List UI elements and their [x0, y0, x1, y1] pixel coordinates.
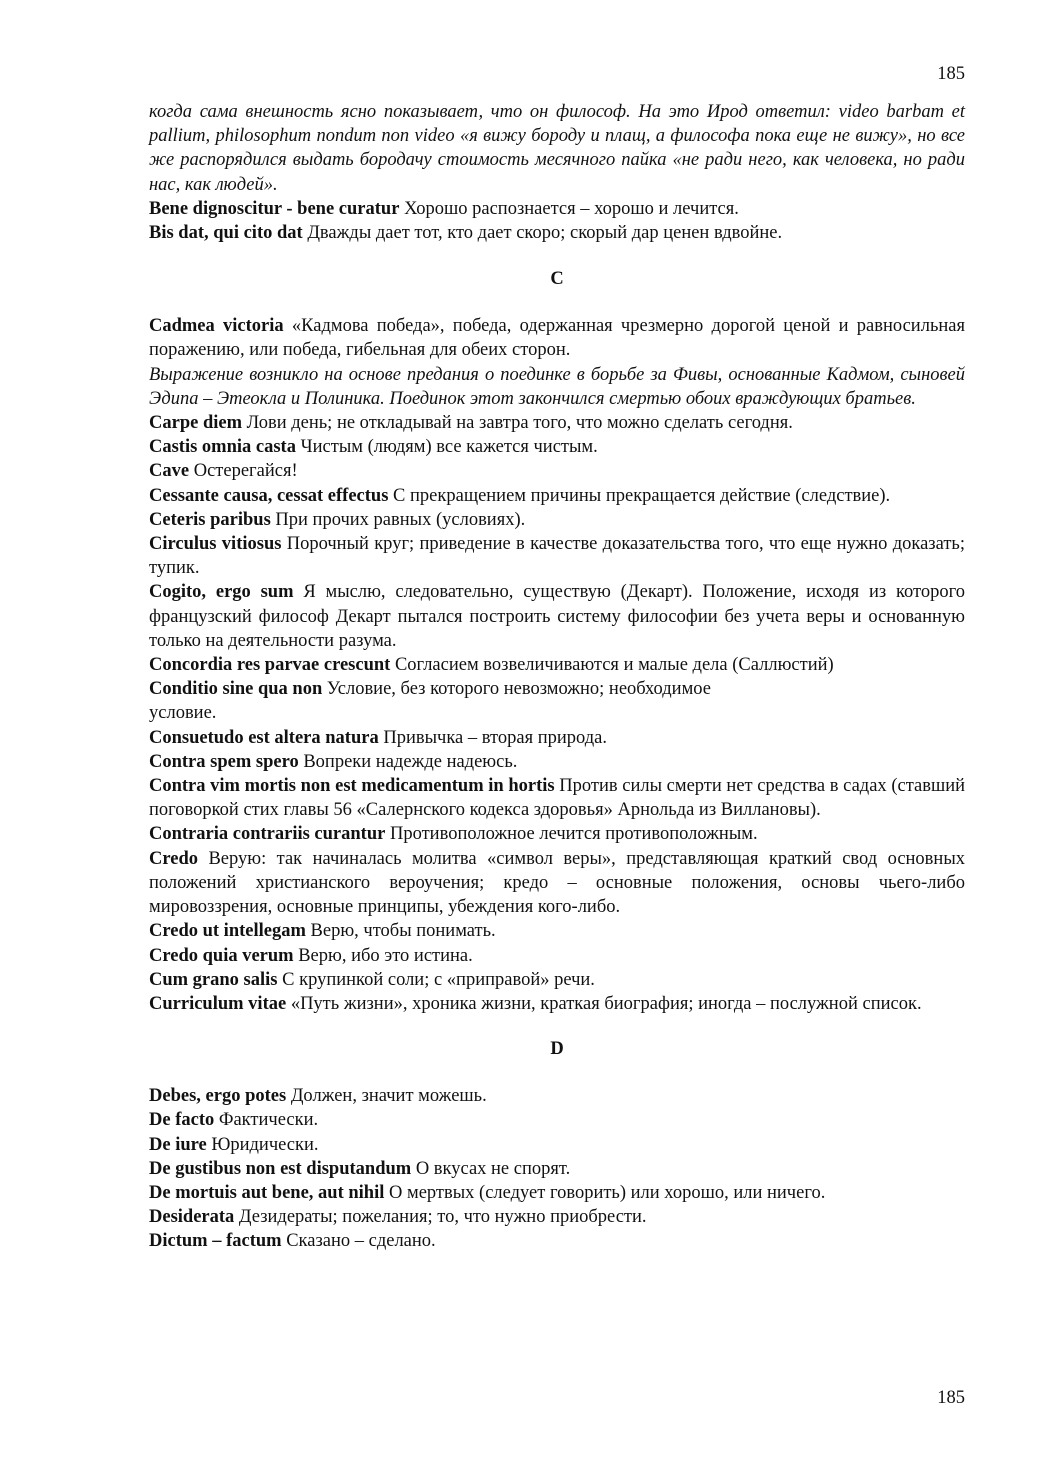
dictionary-entry — [149, 508, 965, 532]
entry-definition: Фактически. — [214, 1110, 319, 1131]
entry-term: De mortuis aut bene, aut nihil — [149, 1182, 385, 1203]
dictionary-entry — [149, 580, 965, 653]
dictionary-entry — [149, 1108, 965, 1132]
dictionary-entry — [149, 822, 965, 846]
entry-term: Contra vim mortis non est medicamentum in hortis — [149, 776, 555, 797]
dictionary-entry — [149, 484, 965, 508]
dictionary-entry — [149, 532, 965, 580]
entry-definition: Юридически. — [206, 1134, 319, 1155]
entry-definition: При прочих равных (условиях). — [270, 509, 526, 530]
dictionary-entry — [149, 992, 965, 1016]
entry-definition: Порочный круг; приведение в качестве доказательства того, что еще нужно доказать; тупик. — [149, 534, 965, 579]
entry-definition: Хорошо распознается – хорошо и лечится. — [399, 198, 739, 219]
entry-term: Ceteris paribus — [149, 509, 271, 530]
entry-term: Concordia res parvae crescunt — [149, 655, 391, 676]
dictionary-entry — [149, 1157, 965, 1181]
entry-definition: Остерегайся! — [189, 461, 298, 482]
entry-term: Contra spem spero — [149, 751, 299, 772]
dictionary-entry — [149, 677, 965, 701]
entry-definition: С крупинкой соли; с «приправой» речи. — [277, 969, 595, 990]
dictionary-entry — [149, 314, 965, 362]
entry-note: Выражение возникло на основе предания о поединке в борьбе за Фивы, основанные Кадмом, сыновей Эдипа – Этеокла и Полиника. Поединок этот закончился смертью обоих враждующих братьев. — [149, 364, 965, 409]
entry-definition: Лови день; не откладывай на завтра того, что можно сделать сегодня. — [242, 413, 793, 434]
entry-term: Dictum – factum — [149, 1231, 282, 1252]
entry-term: Cessante causa, cessat effectus — [149, 485, 389, 506]
dictionary-entry — [149, 750, 965, 774]
entry-term: Consuetudo est altera natura — [149, 727, 379, 748]
entry-term: Desiderata — [149, 1207, 235, 1228]
entry-definition: Должен, значит можешь. — [286, 1086, 487, 1107]
dictionary-entry — [149, 1205, 965, 1229]
section-letter-d: D — [550, 1039, 564, 1060]
dictionary-entry — [149, 847, 965, 920]
entry-term: De facto — [149, 1110, 215, 1131]
dictionary-entry — [149, 653, 965, 677]
entry-definition: Сказано – сделано. — [281, 1231, 436, 1252]
entry-definition: Противоположное лечится противоположным. — [385, 824, 758, 845]
entry-term: Curriculum vitae — [149, 993, 287, 1014]
entry-term: Contraria contrariis curantur — [149, 824, 386, 845]
page-number-bottom: 185 — [937, 1388, 965, 1408]
entry-definition: О вкусах не спорят. — [411, 1158, 571, 1179]
entry-term: Credo quia verum — [149, 945, 294, 966]
entry-definition: Верю, ибо это истина. — [293, 945, 473, 966]
entry-term: Bene dignoscitur - bene curatur — [149, 198, 400, 219]
dictionary-entry — [149, 459, 965, 483]
dictionary-entry — [149, 919, 965, 943]
dictionary-entry — [149, 944, 965, 968]
entry-term: Credo ut intellegam — [149, 921, 306, 942]
entry-definition: Верую: так начиналась молитва «символ веры», представляющая краткий свод основных положений христианского вероучения; кредо – основные положения, основы чьего-либо мировоззрения, основные принципы, убеждения кого-либо. — [149, 848, 965, 918]
dictionary-entry — [149, 774, 965, 822]
dictionary-entry — [149, 221, 965, 245]
intro-note: когда сама внешность ясно показывает, что он философ. На это Ирод ответил: video barbam et pallium, philosophum nondum non video «я вижу бороду и плащ, а философа пока еще не вижу», но все же распорядился выдать бородачу стоимость месячного пайка «не ради него, как человека, но ради нас, как людей». — [149, 102, 965, 195]
entry-term: De gustibus non est disputandum — [149, 1158, 412, 1179]
entry-term: Debes, ergo potes — [149, 1086, 287, 1107]
entry-term: Cadmea victoria — [149, 316, 284, 337]
entry-definition: Дезидераты; пожелания; то, что нужно приобрести. — [234, 1207, 647, 1228]
entry-definition: Против силы смерти нет средства в садах (ставший поговоркой стих главы 56 «Салернского кодекса здоровья» Арнольда из Виллановы). — [149, 776, 965, 821]
entry-definition: «Кадмова победа», победа, одержанная чрезмерно дорогой ценой и равносильная поражению, или победа, гибельная для обеих сторон. — [149, 316, 965, 361]
entry-definition: Вопреки надежде надеюсь. — [298, 751, 518, 772]
entry-term: Cum grano salis — [149, 969, 278, 990]
dictionary-entry-continuation — [149, 701, 965, 725]
entry-term: Credo — [149, 848, 198, 869]
entry-term: De iure — [149, 1134, 207, 1155]
entry-definition: Я мыслю, следовательно, существую (Декарт). Положение, исходя из которого французский философ Декарт пытался построить систему философии без учета веры и основанную только на деятельности разума. — [149, 582, 966, 651]
entry-definition: С прекращением причины прекращается действие (следствие). — [388, 485, 891, 506]
entry-definition: Чистым (людям) все кажется чистым. — [295, 437, 598, 458]
dictionary-entry — [149, 968, 965, 992]
entry-term: Cave — [149, 461, 190, 482]
entry-definition: О мертвых (следует говорить) или хорошо, или ничего. — [384, 1182, 826, 1203]
dictionary-entry — [149, 726, 965, 750]
entry-definition: Условие, без которого невозможно; необходимое — [322, 679, 711, 700]
page-body — [149, 100, 965, 1254]
entry-term: Conditio sine qua non — [149, 679, 323, 700]
dictionary-entry — [149, 1229, 965, 1253]
dictionary-entry — [149, 1084, 965, 1108]
entry-term: Bis dat, qui cito dat — [149, 223, 303, 244]
entry-term: Cogito, ergo sum — [149, 582, 294, 603]
dictionary-entry — [149, 435, 965, 459]
entry-term: Carpe diem — [149, 413, 242, 434]
entry-definition: условие. — [149, 703, 217, 724]
dictionary-entry — [149, 197, 965, 221]
entry-definition: Верю, чтобы понимать. — [305, 921, 496, 942]
dictionary-entry — [149, 1181, 965, 1205]
section-letter-c: С — [550, 269, 564, 290]
entry-definition: Привычка – вторая природа. — [378, 727, 607, 748]
dictionary-entry — [149, 411, 965, 435]
page-number-top: 185 — [937, 64, 965, 84]
entry-term: Circulus vitiosus — [149, 534, 282, 555]
entry-definition: Дважды дает тот, кто дает скоро; скорый дар ценен вдвойне. — [302, 223, 783, 244]
dictionary-entry — [149, 1133, 965, 1157]
entry-definition: Согласием возвеличиваются и малые дела (Саллюстий) — [390, 655, 834, 676]
entry-definition: «Путь жизни», хроника жизни, краткая биография; иногда – послужной список. — [286, 993, 922, 1014]
entry-term: Castis omnia casta — [149, 437, 296, 458]
